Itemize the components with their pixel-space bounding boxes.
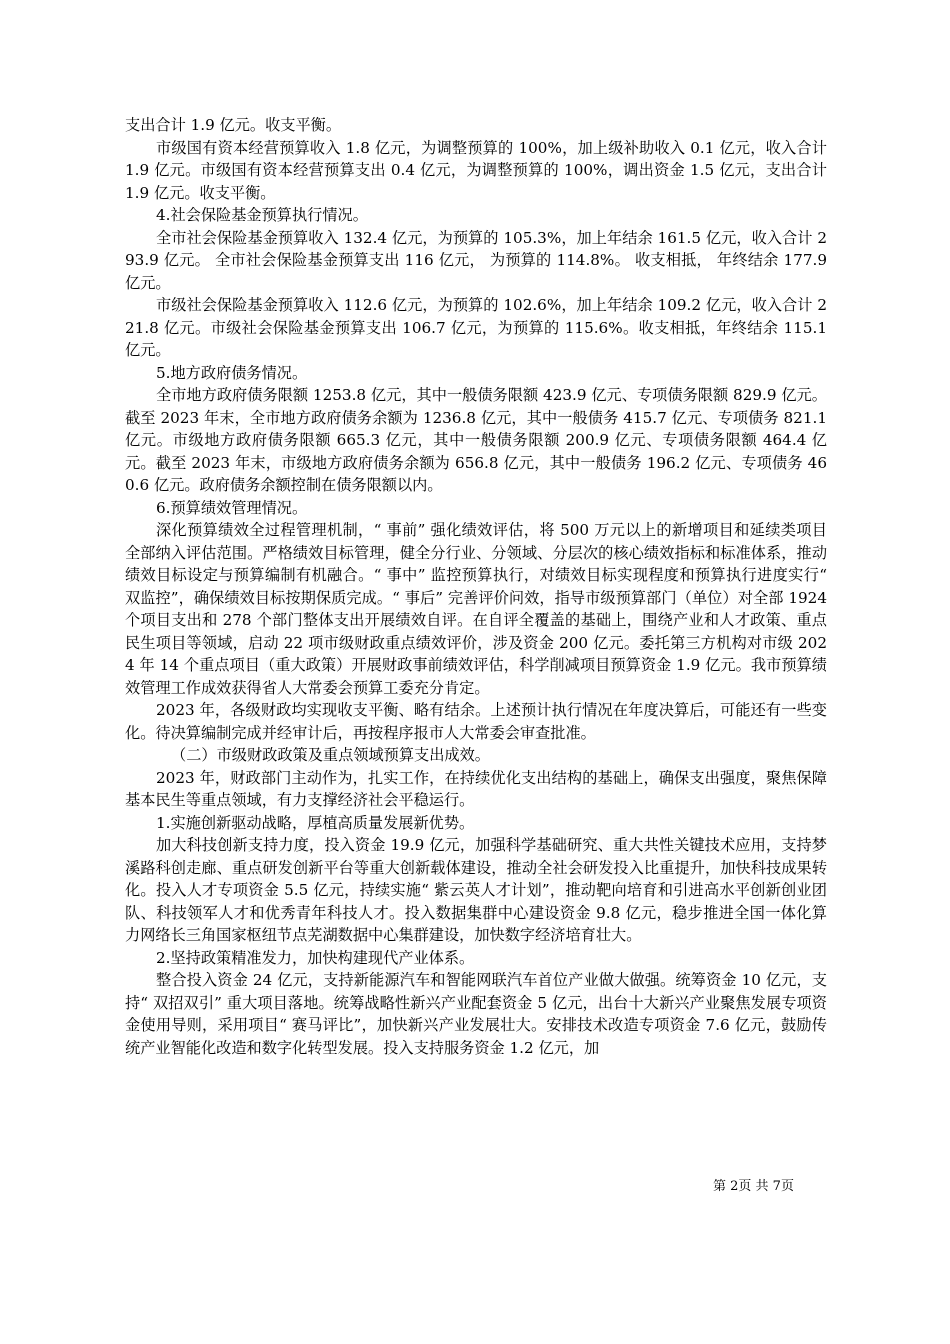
section-heading: 4.社会保险基金预算执行情况。 bbox=[156, 206, 368, 224]
paragraph: 支出合计 1.9 亿元。收支平衡。 bbox=[125, 116, 342, 134]
paragraph: 深化预算绩效全过程管理机制，“ 事前” 强化绩效评估，将 500 万元以上的新增项目和延续类项目全部纳入评估范围。严格绩效目标管理，健全分行业、分领域、分层次的核心绩效指标和标准体系，推动绩效目标设定与预算编制有机融合。“ 事中” 监控预算执行，对绩效目标实现程度和预算执行进度实行“ 双监控”，确保绩效目标按期保质完成。“ 事后” 完善评价问效，指导市级预算部门（单位）对全部 1924 个项目支出和 278 个部门整体支出开展绩效自评。在自评全覆盖的基础上，围绕产业和人才政策、重点民生项目等领域，启动 22 项市级财政重点绩效评价，涉及资金 200 亿元。委托第三方机构对市级 2024 年 14 个重点项目（重大政策）开展财政事前绩效评估，科学削减项目预算资金 1.9 亿元。我市预算绩效管理工作成效获得省人大常委会预算工委充分肯定。 bbox=[125, 521, 827, 697]
section-heading: 5.地方政府债务情况。 bbox=[156, 363, 308, 382]
paragraph: 全市地方政府债务限额 1253.8 亿元，其中一般债务限额 423.9 亿元、专项债务限额 829.9 亿元。截至 2023 年末，全市地方政府债务余额为 1236.8 亿元，其中一般债务 415.7 亿元、专项债务 821.1 亿元。市级地方政府债务限额 665.3 亿元，其中一般债务限额 200.9 亿元、专项债务限额 464.4 亿元。截至 2023 年末，市级地方政府债务余额为 656.8 亿元，其中一般债务 196.2 亿元、专项债务 460.6 亿元。政府债务余额控制在债务限额以内。 bbox=[125, 386, 827, 494]
paragraph: 市级社会保险基金预算收入 112.6 亿元，为预算的 102.6%，加上年结余 109.2 亿元，收入合计 221.8 亿元。市级社会保险基金预算支出 106.7 亿元，为预算的 115.6%。收支相抵，年终结余 115.1 亿元。 bbox=[125, 296, 827, 359]
paragraph: 2023 年，财政部门主动作为，扎实工作，在持续优化支出结构的基础上，确保支出强度，聚焦保障基本民生等重点领域，有力支撑经济社会平稳运行。 bbox=[125, 768, 827, 809]
paragraph: 全市社会保险基金预算收入 132.4 亿元，为预算的 105.3%，加上年结余 161.5 亿元，收入合计 293.9 亿元。 全市社会保险基金预算支出 116 亿元， 为预算的 114.8%。 收支相抵， 年终结余 177.9 亿元。 bbox=[125, 228, 827, 292]
section-heading: 6.预算绩效管理情况。 bbox=[156, 498, 308, 517]
paragraph: 市级国有资本经营预算收入 1.8 亿元，为调整预算的 100%，加上级补助收入 0.1 亿元，收入合计 1.9 亿元。市级国有资本经营预算支出 0.4 亿元，为调整预算的 100%，调出资金 1.5 亿元，支出合计 1.9 亿元。收支平衡。 bbox=[125, 138, 827, 202]
section-heading: 1.实施创新驱动战略，厚植高质量发展新优势。 bbox=[156, 813, 475, 832]
document-body bbox=[125, 114, 827, 1059]
paragraph: 2023 年，各级财政均实现收支平衡、略有结余。上述预计执行情况在年度决算后，可能还有一些变化。待决算编制完成并经审计后，再按程序报市人大常委会审查批准。 bbox=[125, 701, 827, 742]
page-number-footer: 第 2页 共 7页 bbox=[713, 1179, 794, 1194]
paragraph: 整合投入资金 24 亿元，支持新能源汽车和智能网联汽车首位产业做大做强。统筹资金 10 亿元，支持“ 双招双引” 重大项目落地。统筹战略性新兴产业配套资金 5 亿元，出台十大新兴产业聚焦发展专项资金使用导则，采用项目“ 赛马评比”，加快新兴产业发展壮大。安排技术改造专项资金 7.6 亿元，鼓励传统产业智能化改造和数字化转型发展。投入支持服务资金 1.2 亿元，加 bbox=[125, 971, 827, 1057]
section-heading: 2.坚持政策精准发力，加快构建现代产业体系。 bbox=[156, 948, 475, 967]
paragraph: 加大科技创新支持力度，投入资金 19.9 亿元，加强科学基础研究、重大共性关键技术应用，支持梦溪路科创走廊、重点研发创新平台等重大创新载体建设，推动全社会研发投入比重提升，加快科技成果转化。投入人才专项资金 5.5 亿元，持续实施“ 紫云英人才计划”，推动靶向培育和引进高水平创新创业团队、科技领军人才和优秀青年科技人才。投入数据集群中心建设资金 9.8 亿元，稳步推进全国一体化算力网络长三角国家枢纽节点芜湖数据中心集群建设，加快数字经济培育壮大。 bbox=[125, 836, 827, 944]
section-heading: （二）市级财政政策及重点领域预算支出成效。 bbox=[171, 746, 490, 764]
